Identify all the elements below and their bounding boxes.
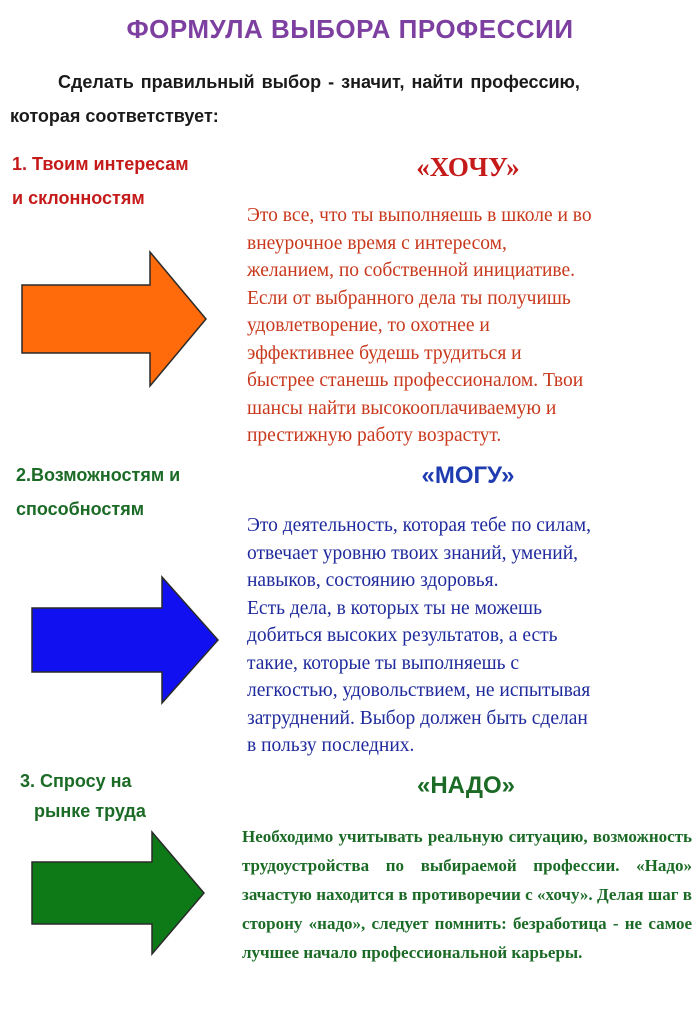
section-1-label-line-1: 1. Твоим интересам	[12, 154, 189, 174]
section-2-label-line-1: 2.Возможностям и	[16, 465, 181, 485]
section-2-label-line-2: способностям	[16, 499, 145, 519]
section-1-label-line-2: и склонностям	[12, 188, 145, 208]
section-3-label-line-1: 3. Спросу на	[20, 771, 132, 791]
blue-arrow-icon	[30, 575, 222, 705]
section-1-label	[12, 147, 252, 215]
page-title: ФОРМУЛА ВЫБОРА ПРОФЕССИИ	[126, 14, 574, 44]
heading-mogu: «МОГУ»	[421, 462, 515, 489]
section-3-text: Необходимо учитывать реальную ситуацию, возможность трудоустройства по выбираемой профессии. «Надо» зачастую находится в противоречии с «хочу». Делая шаг в сторону «надо», следует помнить: безработица - не самое лучшее начало профессиональной карьеры.	[242, 827, 692, 962]
heading-hochu: «ХОЧУ»	[416, 152, 520, 182]
heading-nado: «НАДО»	[416, 772, 515, 799]
green-arrow-icon	[30, 830, 208, 956]
section-2-label	[16, 458, 246, 526]
section-2-text: Это деятельность, которая тебе по силам, отвечает уровню твоих знаний, умений, навыков, состоянию здоровья. Есть дела, в которых ты не можешь добиться высоких результатов, а есть такие, которые ты выполняешь с легкостью, удовольствием, не испытывая затруднений. Выбор должен быть сделан в пользу последних.	[247, 515, 591, 756]
intro-line-1: Сделать правильный выбор - значит, найти профессию,	[58, 72, 580, 92]
orange-arrow-icon	[20, 250, 210, 388]
section-3-label	[20, 766, 220, 826]
intro-line-2: которая соответствует:	[10, 106, 219, 126]
section-1-text: Это все, что ты выполняешь в школе и во внеурочное время с интересом, желанием, по собственной инициативе. Если от выбранного дела ты получишь удовлетворение, то охотнее и эффективнее будешь трудиться и быстрее станешь профессионалом. Твои шансы найти высокооплачиваемую и престижную работу возрастут.	[247, 205, 592, 446]
section-3-label-line-2: рынке труда	[34, 801, 146, 821]
